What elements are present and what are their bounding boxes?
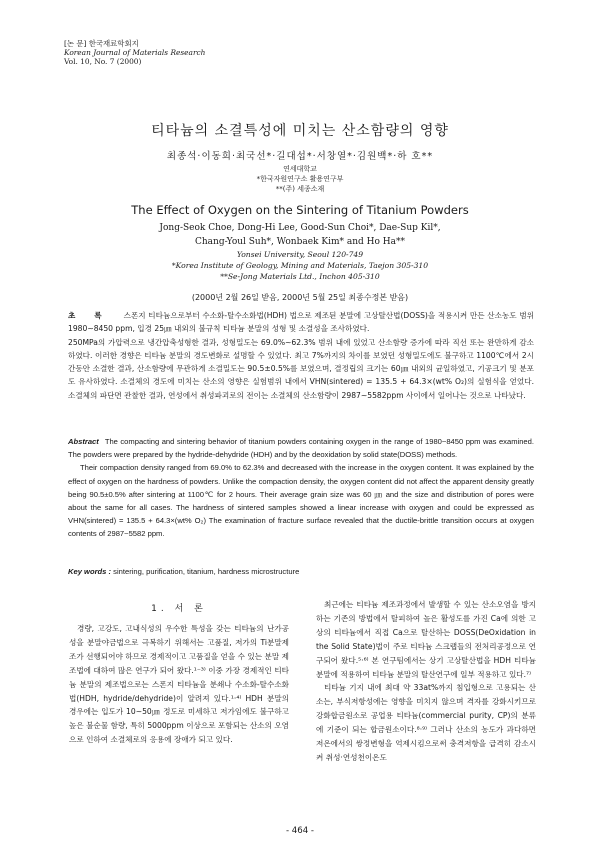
title-korean: 티타늄의 소결특성에 미치는 산소함량의 영향 xyxy=(151,123,449,139)
body-left-column xyxy=(69,622,289,747)
body-right-column xyxy=(316,598,536,765)
abstract-en-paragraph-2: Their compaction density ranged from 69.0% to 62.3% and decreased with the increase in the oxygen content. It was explained by the effect of oxygen on the hardness of powders. Unlike the compaction density, the oxygen content did not affect the apparent density greatly being 90.5±0.5% after sintering at 1100℃ for 2 hours. Their average grain size was 60 ㎛ and the size and distribution of pores were about the same for all cases. The hardness of sintered samples showed a linear increase with oxygen and could be expressed as VHN(sintered) = 135.5 + 64.3×(wt% O₂) The examination of fracture surface revealed that the ductile-brittle transition occurs at oxygen contents of 2987~5582 ppm. xyxy=(68,463,534,539)
affiliation-en-1: Yonsei University, Seoul 120-749 xyxy=(236,250,364,259)
authors-korean: 최종석·이동희·최국선*·길대섭*·서창열*·김원백*·하 호** xyxy=(166,151,434,162)
journal-type: [논 문] 한국재료학회지 xyxy=(64,39,139,48)
right-paragraph-2: 티타늄 기지 내에 최대 약 33at%까지 침입형으로 고용되는 산소는, 부식저항성에는 영향을 미치지 않으며 격자를 강화시키므로 강화합금원소로 공업용 티타늄(commercial purity, CP)의 분류에 기준이 되는 합금원소이다.⁸·⁹⁾ 그러나 산소의 농도가 과다하면 저온에서의 쌍정변형을 억제시킴으로써 충격저항을 급격히 감소시켜 취성·연성천이온도 xyxy=(316,683,536,762)
abstract-kr-text-2: 250MPa의 가압력으로 냉간압축성형한 결과, 성형밀도는 69.0%~62.3% 범위 내에 있었고 산소함량 증가에 따라 직선 또는 완만하게 감소하였다. 이러한 경향은 티타늄 분말의 경도변화로 설명할 수 있었다. 최고 7%까지의 차이를 보였던 성형밀도에도 불구하고 1100℃에서 2시간동안 소결한 결과, 산소함량에 무관하게 소결밀도는 90.5±0.5%를 보였으며, 결정립의 크기는 60㎛ 내외의 균일하였고, 기공크기 및 분포도 유사하였다. 소결체의 경도에 미치는 산소의 영향은 실험범위 내에서 VHN(sintered) = 135.5 + 64.3×(wt% O₂)의 실험식을 얻었다. 소결체의 파단면 관찰한 결과, 연성에서 취성파괴로의 전이는 소결체의 산소함량이 2987~5582ppm 사이에서 일어나는 것으로 나타났다. xyxy=(68,337,534,400)
authors-english xyxy=(0,222,600,249)
keywords-label: Key words : xyxy=(68,567,112,576)
abstract-en-paragraph-1: The compacting and sintering behavior of titanium powders containing oxygen in the range of 1980~8450 ppm was examined. The powders were prepared by the hydride-dehydride (HDH) and by the deoxidation by solid state(DOSS) methods. xyxy=(68,437,534,460)
affiliations-korean xyxy=(0,164,600,194)
abstract-kr-label: 초 록 xyxy=(68,311,110,320)
journal-header xyxy=(64,40,205,66)
authors-en-line-2: Chang-Youl Suh*, Wonbaek Kim* and Ho Ha** xyxy=(195,236,405,247)
affiliation-en-2: *Korea Institute of Geology, Mining and Materials, Taejon 305-310 xyxy=(171,261,429,270)
keywords xyxy=(68,567,534,576)
left-paragraph-1: 경량, 고강도, 고내식성의 우수한 특성을 갖는 티타늄의 난가공성을 분말야금법으로 극복하기 위해서는 고품질, 저가의 Ti분말제조가 선행되어야 하므로 경제적이고 고품질을 얻을 수 있는 분말 제조법에 대하여 많은 연구가 되어 왔다.¹⁻³⁾ 이중 가장 경제적인 티타늄 분말의 제조법으로는 스폰지 티타늄을 분쇄나 수소화-탈수소화법(HDH, hydride/dehydride)이 알려져 있다.¹·⁴⁾ HDH 분말의 경우에는 입도가 10~50㎛ 정도로 미세하고 저가임에도 불구하고 높은 불순물 함량, 특히 5000ppm 이상으로 포함되는 산소의 오염으로 인하여 소결체로의 응용에 장애가 되고 있다. xyxy=(69,624,289,745)
affiliations-english xyxy=(0,249,600,282)
affiliation-kr-2: *한국자원연구소 활용연구부 xyxy=(256,175,344,183)
abstract-english xyxy=(68,435,534,541)
section-heading-introduction: 1. 서 론 xyxy=(151,604,207,614)
authors-en-line-1: Jong-Seok Choe, Dong-Hi Lee, Good-Sun Choi*, Dae-Sup Kil*, xyxy=(159,223,441,233)
affiliation-en-3: **Se-Jong Materials Ltd., Inchon 405-310 xyxy=(220,272,380,281)
page-number: - 464 - xyxy=(285,826,315,836)
title-english: The Effect of Oxygen on the Sintering of Titanium Powders xyxy=(131,203,469,217)
abstract-korean xyxy=(68,309,534,402)
affiliation-kr-1: 연세대학교 xyxy=(283,165,317,173)
abstract-kr-text-1: 스폰지 티타늄으로부터 수소화-탈수소화법(HDH) 법으로 제조된 분말에 고상탈산법(DOSS)을 적용시켜 만든 산소농도 범위 1980~8450 ppm, 입경 25㎛ 내외의 불규칙 티타늄 분말의 성형 및 소결성을 조사하였다. xyxy=(68,311,534,334)
journal-volume: Vol. 10, No. 7 (2000) xyxy=(64,56,142,66)
received-dates: (2000년 2월 26일 받음, 2000년 5월 25일 최종수정본 받음) xyxy=(191,293,409,302)
keywords-text: sintering, purification, titanium, hardness microstructure xyxy=(113,567,300,576)
abstract-en-label: Abstract xyxy=(68,437,99,446)
journal-name: Korean Journal of Materials Research xyxy=(64,47,206,57)
right-paragraph-1: 최근에는 티타늄 제조과정에서 발생할 수 있는 산소오염을 방지하는 기존의 방법에서 탈피하여 높은 활성도를 가진 Ca에 의한 고상의 티타늄에서 직접 Ca으로 탈산하는 DOSS(DeOxidation in the Solid State)법이 주로 티타늄 스크랩들의 전처리공정으로 연구되어 왔다.⁵·⁶⁾ 본 연구팀에서는 상기 고상탈산법을 HDH 티타늄 분말에 적용하여 티타늄 분말의 탈산연구에 일부 적용하고 있다.⁷⁾ xyxy=(316,600,536,679)
affiliation-kr-3: **(주) 세종소재 xyxy=(275,185,325,193)
